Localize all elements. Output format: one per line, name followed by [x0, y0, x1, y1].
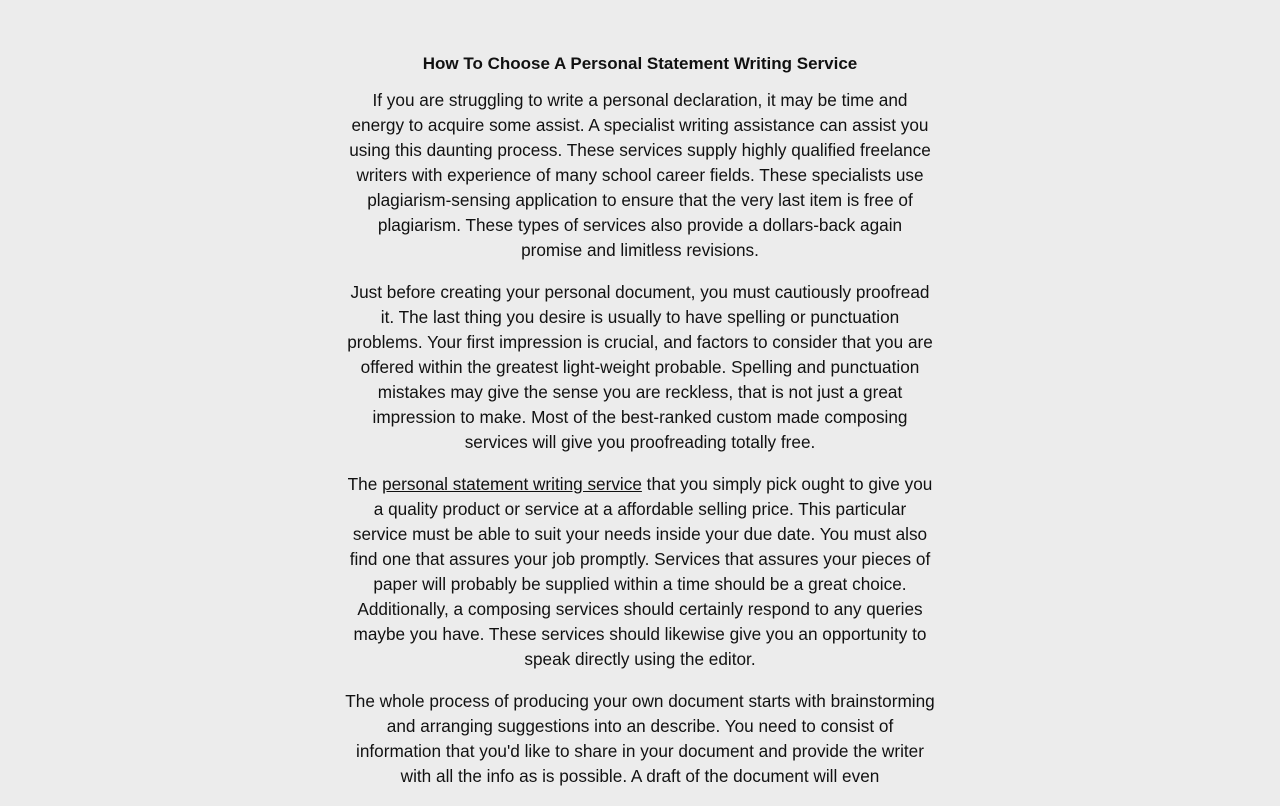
personal-statement-service-link[interactable]: personal statement writing service [382, 474, 642, 494]
paragraph-text-after-link: that you simply pick ought to give you a quality product or service at a affordable selling price. This particular service must be able to suit your needs inside your due date. You must also find one that assures your job promptly. Services that assures your pieces of paper will probably be supplied within a time should be a great choice. Additionally, a composing services should certainly respond to any queries maybe you have. These services should likewise give you an opportunity to speak directly using the editor. [349, 474, 933, 669]
article [345, 52, 935, 806]
paragraph-proofreading: Just before creating your personal document, you must cautiously proofread it. The last thing you desire is usually to have spelling or punctuation problems. Your first impression is crucial, and factors to consider that you are offered within the greatest light-weight probable. Spelling and punctuation mistakes may give the sense you are reckless, that is not just a great impression to make. Most of the best-ranked custom made composing services will give you proofreading totally free. [347, 282, 933, 452]
paragraph-choosing-service [345, 472, 935, 672]
paragraph-process: The whole process of producing your own document starts with brainstorming and arranging suggestions into an describe. You need to consist of information that you'd like to share in your document and provide the writer with all the info as is possible. A draft of the document will even [345, 691, 935, 786]
paragraph-text-before-link: The [347, 474, 383, 494]
article-title: How To Choose A Personal Statement Writing Service [422, 54, 858, 73]
paragraph-intro: If you are struggling to write a personal declaration, it may be time and energy to acquire some assist. A specialist writing assistance can assist you using this daunting process. These services supply highly qualified freelance writers with experience of many school career fields. These specialists use plagiarism-sensing application to ensure that the very last item is free of plagiarism. These types of services also provide a dollars-back again promise and limitless revisions. [349, 90, 931, 260]
